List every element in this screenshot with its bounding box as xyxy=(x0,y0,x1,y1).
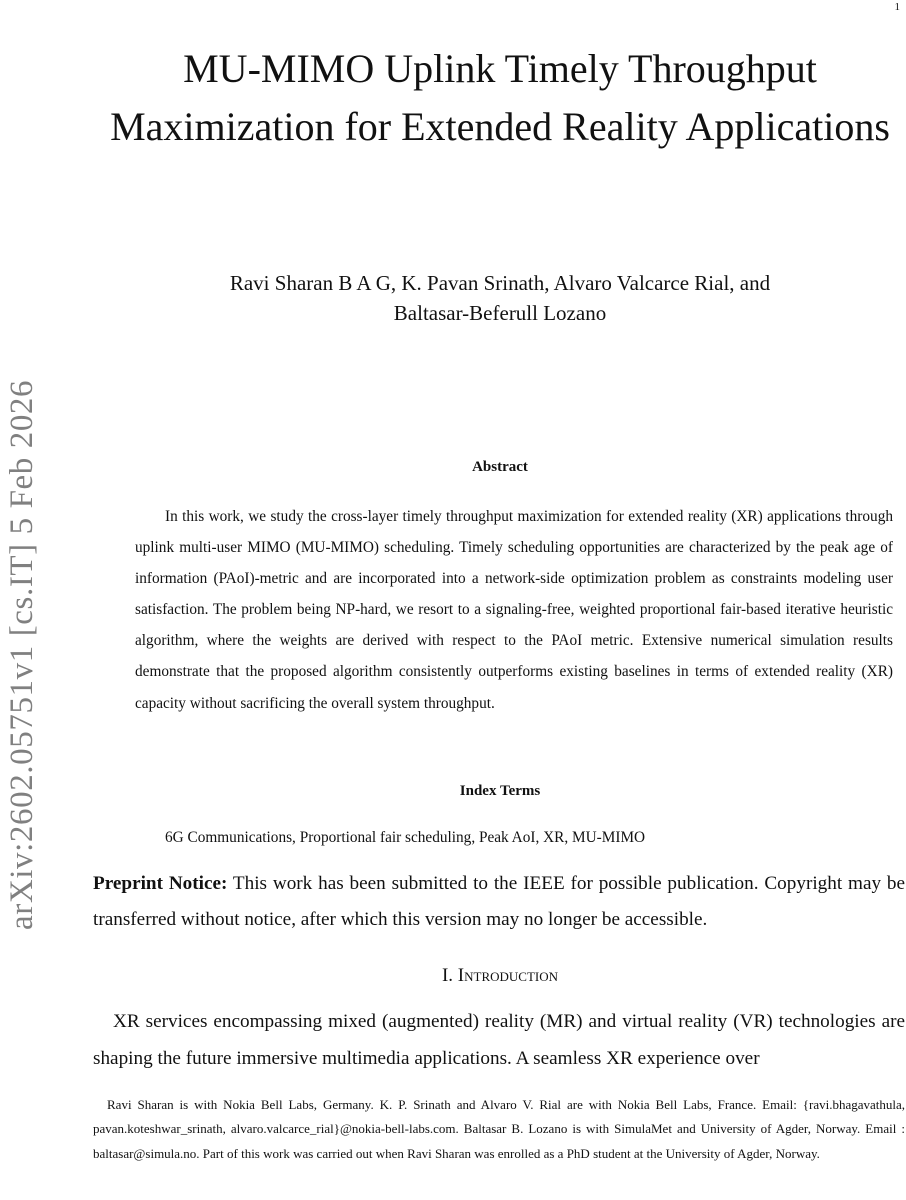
affiliation-footnote: Ravi Sharan is with Nokia Bell Labs, Germany. K. P. Srinath and Alvaro V. Rial are with Nokia Bell Labs, France. Email: {ravi.bhagavathula, pavan.koteshwar_srinath, alvaro.valcarce_rial}@nokia-bell-labs.com. Baltasar B. Lozano is with SimulaMet and University of Agder, Norway. Email : baltasar@simula.no. Part of this work was carried out when Ravi Sharan was enrolled as a PhD student at the University of Agder, Norway. xyxy=(93,1097,905,1161)
section-title: Introduction xyxy=(457,965,559,986)
section-number: I. xyxy=(441,965,454,986)
preprint-notice-text: This work has been submitted to the IEEE for possible publication. Copyright may be transferred without notice, after which this version may no longer be accessible. xyxy=(93,873,905,930)
author-list xyxy=(94,268,906,328)
page-number: 1 xyxy=(894,1,900,13)
index-terms-heading: Index Terms xyxy=(459,783,541,799)
abstract-heading: Abstract xyxy=(472,459,528,475)
author-line-2: Baltasar-Beferull Lozano xyxy=(393,301,607,325)
preprint-notice xyxy=(93,866,905,938)
paper-title: MU-MIMO Uplink Timely Throughput Maximization for Extended Reality Applications xyxy=(110,46,890,149)
index-terms-body: 6G Communications, Proportional fair scheduling, Peak AoI, XR, MU-MIMO xyxy=(165,829,646,846)
preprint-notice-label: Preprint Notice: xyxy=(93,873,228,894)
abstract-body: In this work, we study the cross-layer timely throughput maximization for extended reality (XR) applications through uplink multi-user MIMO (MU-MIMO) scheduling. Timely scheduling opportunities are characterized by the peak age of information (PAoI)-metric and are incorporated into a network-side optimization problem as constraints modeling user satisfaction. The problem being NP-hard, we resort to a signaling-free, weighted proportional fair-based iterative heuristic algorithm, where the weights are derived with respect to the PAoI metric. Extensive numerical simulation results demonstrate that the proposed algorithm consistently outperforms existing baselines in terms of extended reality (XR) capacity without sacrificing the overall system throughput. xyxy=(135,508,893,712)
section-heading-introduction xyxy=(94,963,906,989)
introduction-body: XR services encompassing mixed (augmented) reality (MR) and virtual reality (VR) technologies are shaping the future immersive multimedia applications. A seamless XR experience over xyxy=(93,1011,905,1069)
author-line-1: Ravi Sharan B A G, K. Pavan Srinath, Alvaro Valcarce Rial, and xyxy=(229,271,771,295)
arxiv-identifier-stamp: arXiv:2602.05751v1 [cs.IT] 5 Feb 2026 xyxy=(4,379,40,930)
